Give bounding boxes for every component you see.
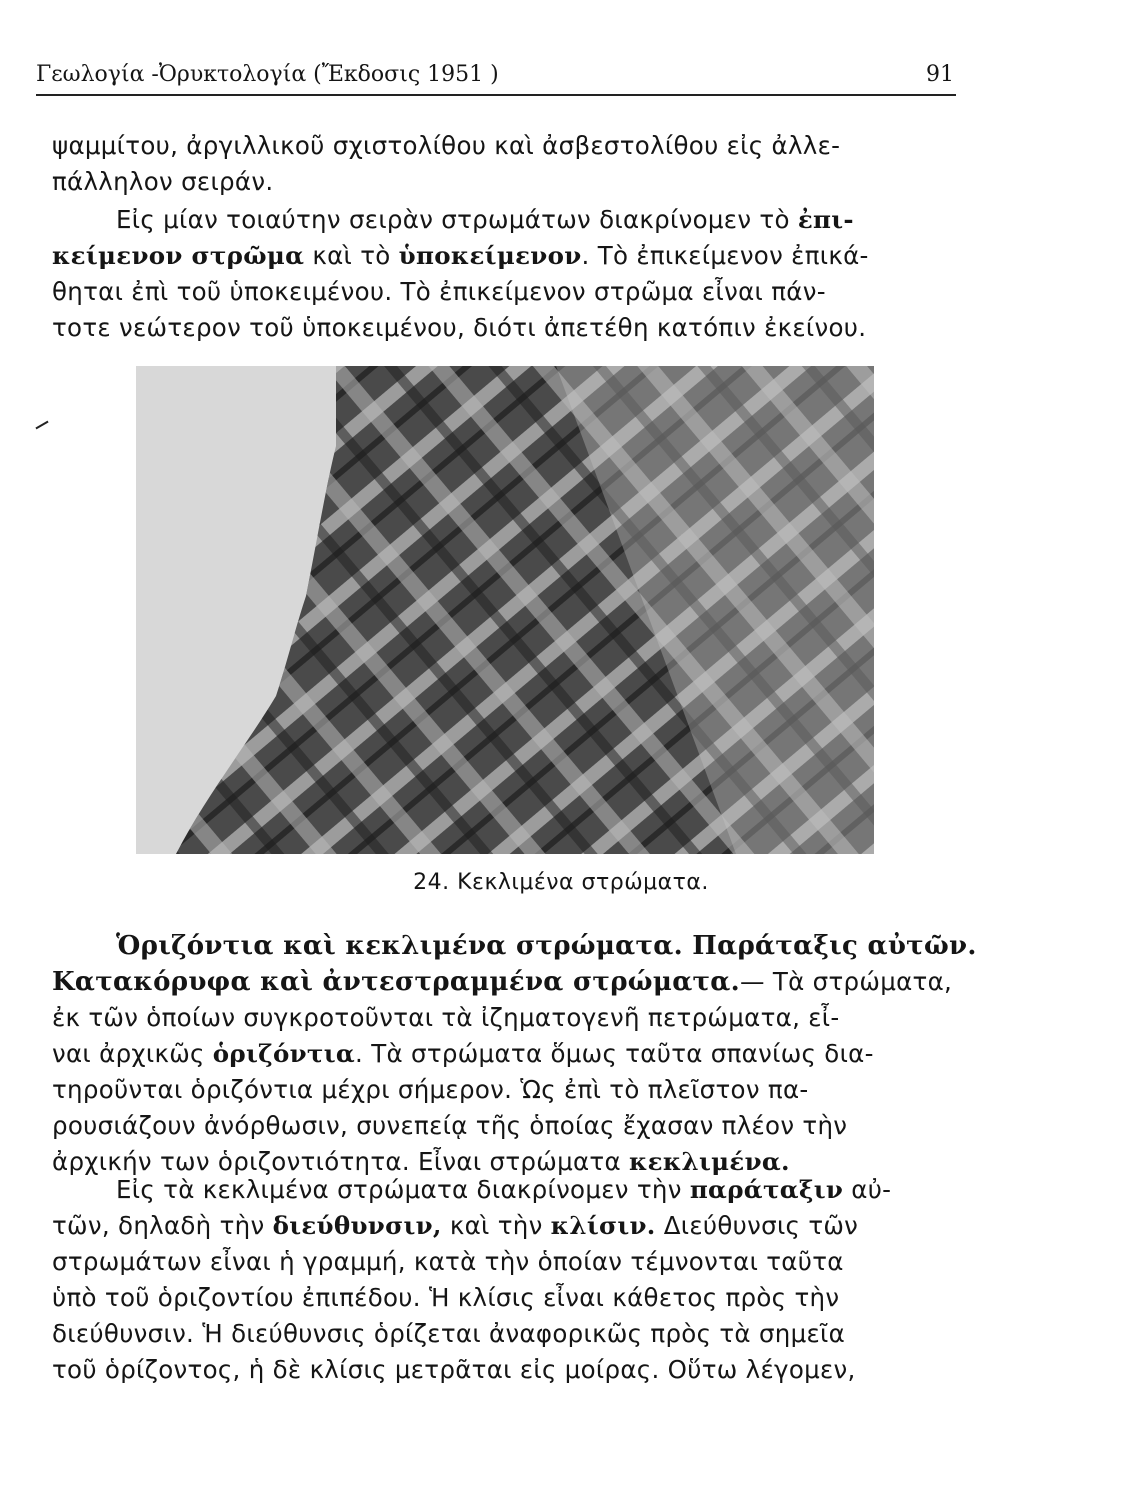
term-bold: κεκλιμένα. <box>629 1147 790 1176</box>
paragraph-2 <box>52 202 958 346</box>
section-paragraph <box>52 928 977 1180</box>
text-line: ναι ἀρχικῶς ὁριζόντια. Τὰ στρώματα ὅμως ταῦτα σπανίως δια- <box>52 1039 874 1068</box>
text-line: Εἰς μίαν τοιαύτην σειρὰν στρωμάτων διακρίνομεν τὸ ἐπι- <box>116 205 854 234</box>
figure-caption: 24. Κεκλιμένα στρώματα. <box>413 870 709 895</box>
paragraph-4 <box>52 1172 958 1388</box>
text-line: ψαμμίτου, ἀργιλλικοῦ σχιστολίθου καὶ ἀσβεστολίθου εἰς ἀλλε- <box>52 131 841 160</box>
term-bold: διεύθυνσιν, <box>272 1211 442 1240</box>
text-line: Κατακόρυφα καὶ ἀντεστραμμένα στρώματα.— Τὰ στρώματα, <box>52 967 953 997</box>
text-line: θηται ἐπὶ τοῦ ὑποκειμένου. Τὸ ἐπικείμενον στρῶμα εἶναι πάν- <box>52 277 826 306</box>
text-line: ὑπὸ τοῦ ὁριζοντίου ἐπιπέδου. Ἡ κλίσις εἶναι κάθετος πρὸς τὴν <box>52 1283 840 1312</box>
page-number: 91 <box>926 62 954 87</box>
text-line: τοτε νεώτερον τοῦ ὑποκειμένου, διότι ἀπετέθη κατόπιν ἐκείνου. <box>52 313 867 342</box>
text-line: διεύθυνσιν. Ἡ διεύθυνσις ὁρίζεται ἀναφορικῶς πρὸς τὰ σημεῖα <box>52 1319 846 1348</box>
margin-mark <box>35 421 48 430</box>
text-line: ἀρχικήν των ὁριζοντιότητα. Εἶναι στρώματα κεκλιμένα. <box>52 1147 790 1176</box>
text-line: στρωμάτων εἶναι ἡ γραμμή, κατὰ τὴν ὁποίαν τέμνονται ταῦτα <box>52 1247 844 1276</box>
section-heading: Ὁριζόντια καὶ κεκλιμένα στρώματα. Παράταξις αὐτῶν. <box>116 931 977 961</box>
running-title: Γεωλογία -Ὀρυκτολογία (Ἔκδοσις 1951 ) <box>36 62 499 87</box>
text-line: κείμενον στρῶμα καὶ τὸ ὑποκείμενον. Τὸ ἐπικείμενον ἐπικά- <box>52 241 869 270</box>
term-bold: κείμενον στρῶμα <box>52 241 305 270</box>
text-line: τῶν, δηλαδὴ τὴν διεύθυνσιν, καὶ τὴν κλίσιν. Διεύθυνσις τῶν <box>52 1211 859 1240</box>
text-line: τοῦ ὁρίζοντος, ἡ δὲ κλίσις μετρᾶται εἰς μοίρας. Οὕτω λέγομεν, <box>52 1355 856 1384</box>
term-bold: ἐπι- <box>797 205 854 234</box>
text-line: ἐκ τῶν ὁποίων συγκροτοῦνται τὰ ἰζηματογενῆ πετρώματα, εἶ- <box>52 1003 840 1032</box>
paragraph-1 <box>52 128 958 200</box>
text-line: πάλληλον σειράν. <box>52 167 274 196</box>
term-bold: ὑποκείμενον <box>398 241 582 270</box>
strata-photo-graphic <box>136 366 874 854</box>
text-line: τηροῦνται ὁριζόντια μέχρι σήμερον. Ὡς ἐπὶ τὸ πλεῖστον πα- <box>52 1075 809 1104</box>
text-line: Εἰς τὰ κεκλιμένα στρώματα διακρίνομεν τὴν παράταξιν αὐ- <box>116 1175 892 1204</box>
section-heading-2: Κατακόρυφα καὶ ἀντεστραμμένα στρώματα. <box>52 967 740 997</box>
figure-photo-inclined-strata <box>136 366 874 854</box>
running-header <box>36 60 956 96</box>
term-bold: παράταξιν <box>689 1175 844 1204</box>
term-bold: κλίσιν. <box>550 1211 656 1240</box>
text-line: ρουσιάζουν ἀνόρθωσιν, συνεπείᾳ τῆς ὁποίας ἔχασαν πλέον τὴν <box>52 1111 848 1140</box>
term-bold: ὁριζόντια <box>212 1039 356 1068</box>
